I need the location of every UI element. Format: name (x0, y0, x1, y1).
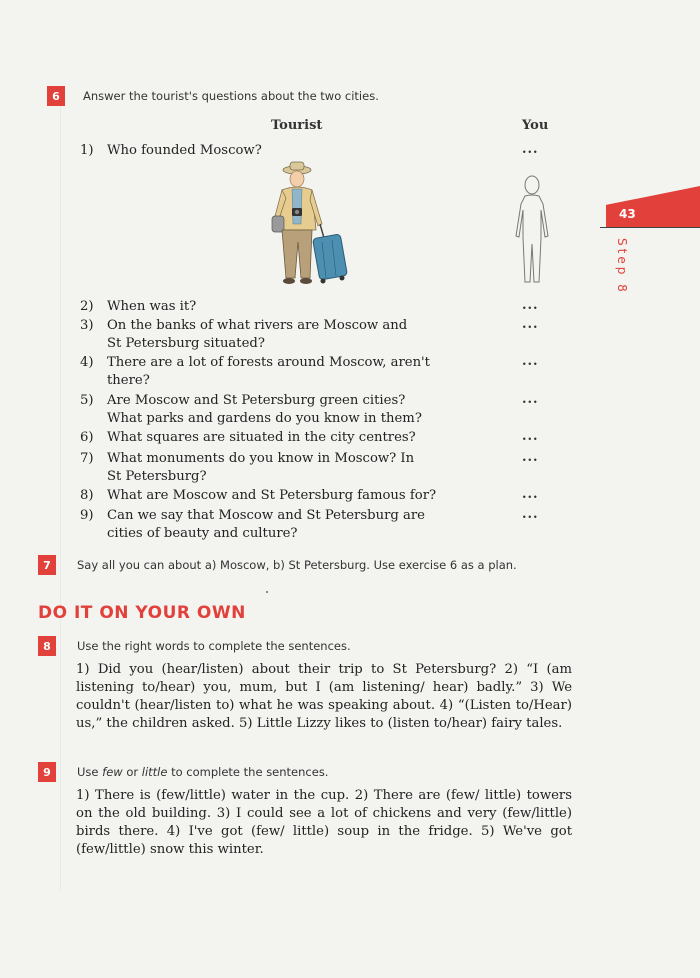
tourist-illustration (268, 160, 352, 290)
question-text-line: there? (107, 373, 150, 388)
question-text-line: On the banks of what rivers are Moscow and (107, 318, 408, 333)
exercise-8-text: 1) Did you (hear/listen) about their trip to St Petersburg? 2) “I (am listening to/hear) you, mum, but I (am listening/ hear) badly.” 3) We couldn't (hear/listen to) what he was speaking about. 4) “(Listen to/Hear) us,” the children asked. 5) Little Lizzy likes to (listen to/hear) fairy tales. (76, 662, 572, 731)
page-gutter (60, 90, 61, 890)
answer-dots-7: ... (522, 450, 539, 465)
exercise-7-instruction: Say all you can about a) Moscow, b) St Petersburg. Use exercise 6 as a plan. (77, 558, 517, 572)
exercise-9-number: 9 (38, 762, 56, 782)
question-number: 6) (80, 430, 94, 445)
answer-dots-8: ... (522, 487, 539, 502)
question-number: 9) (80, 508, 94, 523)
question-number: 4) (80, 355, 94, 370)
question-text (107, 507, 527, 543)
instruction-part: Use (77, 765, 103, 779)
exercise-8-number: 8 (38, 636, 56, 656)
exercise-6-instruction: Answer the tourist's questions about the two cities. (83, 89, 379, 103)
question-number: 8) (80, 488, 94, 503)
exercise-9-text: 1) There is (few/little) water in the cup. 2) There are (few/ little) towers on the old building. 3) I could see a lot of chickens and very (few/little) birds there. 4) I've got (few/ little) soup in the fridge. 5) We've got (few/little) snow this winter. (76, 788, 572, 857)
instruction-word-few: few (102, 765, 123, 779)
question-text (107, 317, 527, 353)
question-text: What squares are situated in the city centres? (107, 430, 416, 445)
question-text: What are Moscow and St Petersburg famous for? (107, 488, 437, 503)
question-text (107, 392, 527, 428)
answer-dots-1: ... (522, 142, 539, 157)
instruction-word-little: little (141, 765, 168, 779)
question-number: 5) (80, 393, 94, 408)
instruction-part: to complete the sentences. (167, 765, 329, 779)
exercise-7-number: 7 (38, 555, 56, 575)
answer-dots-4: ... (522, 354, 539, 369)
question-number: 7) (80, 451, 94, 466)
exercise-6-number: 6 (47, 86, 65, 106)
question-text-line: Are Moscow and St Petersburg green cities? (107, 393, 406, 408)
answer-dots-2: ... (522, 298, 539, 313)
person-outline-illustration (510, 174, 554, 286)
answer-dots-6: ... (522, 429, 539, 444)
column-you-heading: You (522, 118, 549, 133)
question-text-line: St Petersburg? (107, 469, 207, 484)
question-number: 2) (80, 299, 94, 314)
question-text-line: There are a lot of forests around Moscow, aren't (107, 355, 430, 370)
page-number: 43 (619, 207, 636, 221)
question-text-line: What parks and gardens do you know in them? (107, 411, 422, 426)
divider-dot (266, 591, 268, 593)
question-text-line: What monuments do you know in Moscow? In (107, 451, 415, 466)
question-text: Who founded Moscow? (107, 143, 262, 158)
step-label: Step 8 (615, 238, 629, 295)
question-text: When was it? (107, 299, 197, 314)
exercise-8-instruction: Use the right words to complete the sentences. (77, 639, 351, 653)
question-text (107, 450, 527, 486)
answer-dots-3: ... (522, 317, 539, 332)
question-text-line: St Petersburg situated? (107, 336, 265, 351)
question-text-line: Can we say that Moscow and St Petersburg are (107, 508, 425, 523)
answer-dots-5: ... (522, 392, 539, 407)
answer-dots-9: ... (522, 507, 539, 522)
column-tourist-heading: Tourist (271, 118, 323, 133)
section-title: DO IT ON YOUR OWN (38, 603, 246, 623)
instruction-part: or (122, 765, 142, 779)
exercise-9-instruction (77, 765, 328, 779)
question-text (107, 354, 527, 390)
question-text-line: cities of beauty and culture? (107, 526, 298, 541)
question-number: 1) (80, 143, 94, 158)
tab-divider (600, 227, 700, 228)
question-number: 3) (80, 318, 94, 333)
